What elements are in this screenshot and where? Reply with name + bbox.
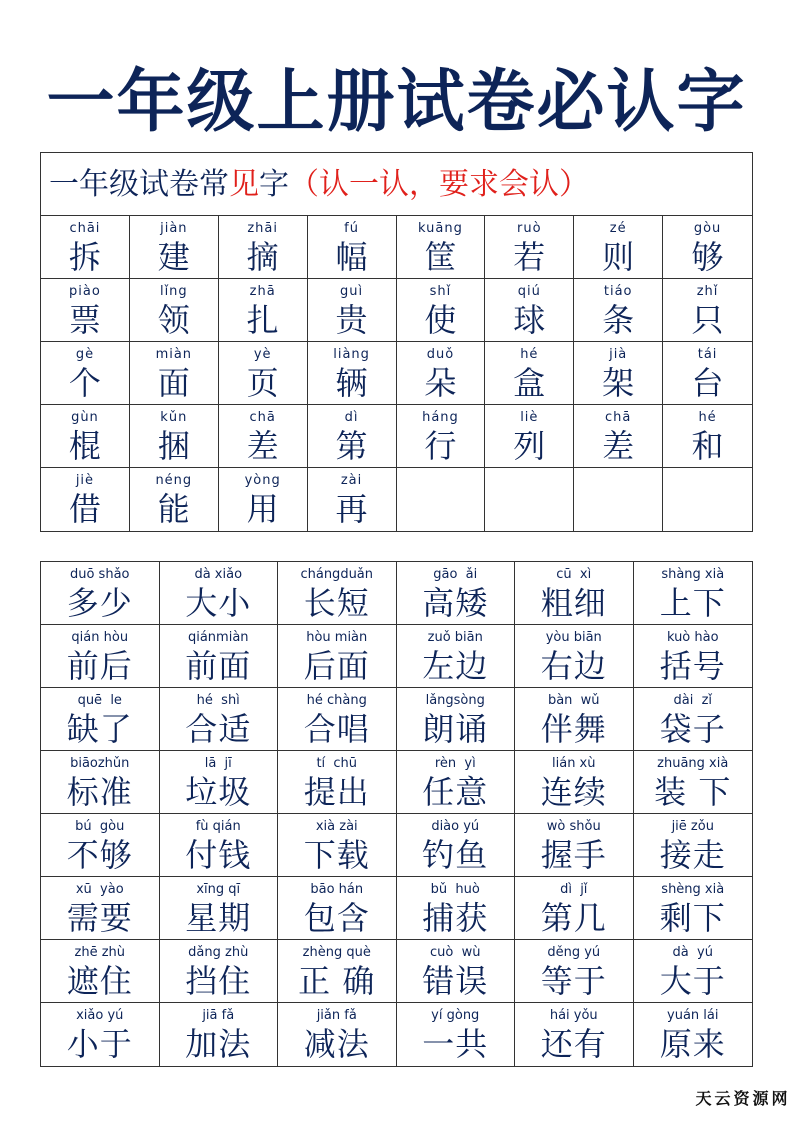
hanzi: 辆	[335, 364, 368, 402]
hanzi: 够	[691, 238, 724, 276]
pinyin: tái	[697, 347, 718, 362]
word-cell	[278, 751, 397, 814]
character-cell	[397, 279, 486, 342]
hanzi: 个	[68, 364, 101, 402]
word-cell	[515, 562, 634, 625]
character-cell	[308, 468, 397, 531]
hanzi: 若	[513, 238, 546, 276]
word-cell	[515, 688, 634, 751]
word: 第几	[540, 899, 607, 937]
word-cell	[41, 877, 160, 940]
word: 任意	[422, 773, 489, 811]
pinyin: chā	[605, 410, 632, 425]
word: 小于	[66, 1025, 133, 1063]
word-cell	[160, 562, 279, 625]
word-cell	[41, 1003, 160, 1066]
character-cell	[485, 468, 574, 531]
pinyin: hé	[698, 410, 717, 425]
word-cell	[160, 688, 279, 751]
word: 需要	[66, 899, 133, 937]
word: 括号	[659, 647, 726, 685]
character-cell	[41, 468, 130, 531]
word: 右边	[540, 647, 607, 685]
hanzi: 建	[157, 238, 190, 276]
word: 大于	[659, 962, 726, 1000]
character-cell	[130, 342, 219, 405]
word: 粗细	[540, 584, 607, 622]
pinyin: yuán lái	[667, 1008, 719, 1023]
hanzi: 第	[335, 427, 368, 465]
character-cell	[574, 279, 663, 342]
word: 下载	[303, 836, 370, 874]
word: 上下	[659, 584, 726, 622]
hanzi: 借	[68, 490, 101, 528]
word: 大小	[185, 584, 252, 622]
table-header	[41, 153, 752, 216]
page-title: 一年级上册试卷必认字	[46, 63, 747, 142]
character-cell	[397, 405, 486, 468]
pinyin: gòu	[693, 221, 722, 236]
character-cell	[219, 279, 308, 342]
header-instruction: （认一认，要求会认）	[289, 167, 589, 202]
hanzi: 使	[424, 301, 457, 339]
header-text-part1: 一年级试卷常	[49, 167, 229, 202]
pinyin	[663, 472, 752, 490]
character-cell	[397, 468, 486, 531]
pinyin: bāo hán	[310, 882, 364, 897]
character-cell	[130, 279, 219, 342]
word-cell	[634, 562, 753, 625]
hanzi: 棍	[68, 427, 101, 465]
watermark: 天云资源网	[695, 1089, 791, 1108]
character-cell	[308, 279, 397, 342]
pinyin: xīng qī	[196, 882, 241, 897]
word: 高矮	[422, 584, 489, 622]
hanzi: 台	[691, 364, 724, 402]
hanzi: 领	[157, 301, 190, 339]
character-cell	[130, 468, 219, 531]
hanzi: 则	[602, 238, 635, 276]
character-cell	[219, 216, 308, 279]
pinyin: bú gòu	[75, 819, 125, 834]
word-cell	[515, 940, 634, 1003]
pinyin: shèng xià	[661, 882, 725, 897]
pinyin: liè	[520, 410, 539, 425]
pinyin	[397, 472, 485, 490]
word-cell	[515, 1003, 634, 1066]
pinyin: lián xù	[552, 756, 596, 771]
pinyin: duō shǎo	[69, 567, 130, 582]
pinyin: dà yú	[672, 945, 713, 960]
word: 捕获	[422, 899, 489, 937]
pinyin: dì jǐ	[560, 882, 588, 897]
hanzi: 列	[513, 427, 546, 465]
pinyin: duǒ	[426, 347, 455, 362]
word-cell	[634, 877, 753, 940]
pinyin: piào	[69, 284, 101, 299]
character-cell	[663, 468, 752, 531]
hanzi: 球	[513, 301, 546, 339]
word: 挡住	[185, 962, 252, 1000]
common-characters-table	[40, 152, 753, 532]
pinyin	[485, 472, 573, 490]
pinyin: tiáo	[603, 284, 633, 299]
pinyin: tí chū	[316, 756, 358, 771]
word: 减法	[303, 1025, 370, 1063]
pinyin: zé	[609, 221, 627, 236]
hanzi: 能	[157, 490, 190, 528]
character-cell	[574, 216, 663, 279]
word: 缺了	[66, 710, 133, 748]
word-cell	[397, 625, 516, 688]
pinyin: guì	[340, 284, 364, 299]
character-cell	[485, 342, 574, 405]
pinyin: qiú	[517, 284, 541, 299]
word-cell	[515, 751, 634, 814]
hanzi: 用	[246, 490, 279, 528]
pinyin: jià	[609, 347, 628, 362]
word: 后面	[303, 647, 370, 685]
pinyin: néng	[155, 473, 193, 488]
pinyin: dì	[344, 410, 359, 425]
pinyin: jiā fǎ	[202, 1008, 235, 1023]
word: 不够	[66, 836, 133, 874]
pinyin: xiǎo yú	[76, 1008, 124, 1023]
character-cell	[485, 279, 574, 342]
word-cell	[278, 940, 397, 1003]
word-cell	[278, 562, 397, 625]
word: 长短	[303, 584, 370, 622]
pinyin: zhǐ	[696, 284, 719, 299]
pinyin: háng	[422, 410, 459, 425]
header-text-part3: 字	[259, 167, 289, 202]
hanzi: 条	[602, 301, 635, 339]
pinyin: dǎng zhù	[188, 945, 249, 960]
character-cell	[219, 342, 308, 405]
pinyin: lā jī	[204, 756, 232, 771]
word-cell	[515, 877, 634, 940]
word-pairs-table	[40, 561, 753, 1067]
pinyin: diào yú	[431, 819, 480, 834]
word: 提出	[303, 773, 370, 811]
character-cell	[130, 216, 219, 279]
word-cell	[397, 814, 516, 877]
character-cell	[663, 216, 752, 279]
word-cell	[160, 625, 279, 688]
word-cell	[278, 625, 397, 688]
character-cell	[308, 216, 397, 279]
pinyin: lǎngsòng	[425, 693, 485, 708]
character-cell	[663, 342, 752, 405]
word: 等于	[540, 962, 607, 1000]
word: 伴舞	[540, 710, 607, 748]
word: 星期	[185, 899, 252, 937]
character-cell	[663, 405, 752, 468]
word-cell	[278, 877, 397, 940]
hanzi: 只	[691, 301, 724, 339]
word-cell	[41, 751, 160, 814]
pinyin: qiánmiàn	[187, 630, 249, 645]
pinyin: jiàn	[160, 221, 188, 236]
word: 原来	[659, 1025, 726, 1063]
pinyin: fú	[344, 221, 359, 236]
hanzi: 筐	[424, 238, 457, 276]
word-cell	[278, 688, 397, 751]
word: 错误	[422, 962, 489, 1000]
pinyin: jiē zǒu	[671, 819, 714, 834]
word-cell	[160, 1003, 279, 1066]
character-cell	[485, 216, 574, 279]
word-cell	[41, 562, 160, 625]
word-cell	[397, 877, 516, 940]
pinyin: shàng xià	[661, 567, 725, 582]
pinyin: lǐng	[159, 284, 188, 299]
word: 多少	[66, 584, 133, 622]
word-cell	[397, 751, 516, 814]
pinyin: xià zài	[315, 819, 358, 834]
pinyin	[574, 472, 662, 490]
pinyin: zuǒ biān	[427, 630, 483, 645]
pinyin: ruò	[517, 221, 542, 236]
hanzi: 和	[691, 427, 724, 465]
hanzi: 差	[246, 427, 279, 465]
header-text-part2: 见	[229, 167, 259, 202]
pinyin: bàn wǔ	[547, 693, 600, 708]
character-cell	[41, 342, 130, 405]
hanzi: 行	[424, 427, 457, 465]
word-cell	[634, 940, 753, 1003]
hanzi: 票	[68, 301, 101, 339]
pinyin: gāo ǎi	[433, 567, 478, 582]
character-grid	[41, 216, 752, 531]
pinyin: chāi	[69, 221, 101, 236]
word-cell	[160, 814, 279, 877]
word-cell	[41, 688, 160, 751]
pinyin: zhèng què	[302, 945, 371, 960]
pinyin: kǔn	[160, 410, 188, 425]
pinyin: chángduǎn	[300, 567, 374, 582]
word-cell	[278, 814, 397, 877]
word: 遮住	[66, 962, 133, 1000]
pinyin: zhāi	[247, 221, 279, 236]
pinyin: yè	[253, 347, 272, 362]
word: 合唱	[303, 710, 370, 748]
character-cell	[485, 405, 574, 468]
character-cell	[41, 279, 130, 342]
character-cell	[663, 279, 752, 342]
word: 标准	[66, 773, 133, 811]
pinyin: yí gòng	[431, 1008, 480, 1023]
word-cell	[160, 751, 279, 814]
character-cell	[41, 216, 130, 279]
pinyin: zhuāng xià	[657, 756, 729, 771]
word-grid	[41, 562, 752, 1066]
word: 钓鱼	[422, 836, 489, 874]
hanzi: 差	[602, 427, 635, 465]
character-cell	[574, 468, 663, 531]
hanzi: 页	[246, 364, 279, 402]
pinyin: quē le	[77, 693, 122, 708]
word-cell	[160, 877, 279, 940]
word-cell	[634, 688, 753, 751]
pinyin: liàng	[333, 347, 370, 362]
pinyin: miàn	[155, 347, 193, 362]
pinyin: zhē zhù	[74, 945, 125, 960]
pinyin: bǔ huò	[430, 882, 480, 897]
pinyin: dài zǐ	[673, 693, 713, 708]
word-cell	[515, 814, 634, 877]
character-cell	[219, 405, 308, 468]
word: 包含	[303, 899, 370, 937]
word: 前面	[185, 647, 252, 685]
pinyin: yòng	[244, 473, 281, 488]
word: 合适	[185, 710, 252, 748]
word: 连续	[540, 773, 607, 811]
pinyin: hé shì	[196, 693, 240, 708]
word-cell	[397, 688, 516, 751]
character-cell	[397, 342, 486, 405]
pinyin: děng yú	[547, 945, 601, 960]
pinyin: gè	[75, 347, 95, 362]
word-cell	[634, 814, 753, 877]
pinyin: yòu biān	[545, 630, 602, 645]
character-cell	[574, 405, 663, 468]
pinyin: kuò hào	[666, 630, 719, 645]
character-cell	[397, 216, 486, 279]
word: 还有	[540, 1025, 607, 1063]
hanzi: 架	[602, 364, 635, 402]
word: 握手	[540, 836, 607, 874]
word: 袋子	[659, 710, 726, 748]
pinyin: hé	[520, 347, 539, 362]
pinyin: fù qián	[195, 819, 241, 834]
character-cell	[308, 342, 397, 405]
hanzi: 盒	[513, 364, 546, 402]
word-cell	[397, 940, 516, 1003]
character-cell	[308, 405, 397, 468]
character-cell	[41, 405, 130, 468]
word-cell	[41, 940, 160, 1003]
pinyin: rèn yì	[434, 756, 476, 771]
word: 左边	[422, 647, 489, 685]
word-cell	[397, 1003, 516, 1066]
word-cell	[160, 940, 279, 1003]
pinyin: chā	[249, 410, 276, 425]
hanzi: 扎	[246, 301, 279, 339]
word: 接走	[659, 836, 726, 874]
character-cell	[130, 405, 219, 468]
word-cell	[634, 1003, 753, 1066]
pinyin: cuò wù	[430, 945, 481, 960]
hanzi: 捆	[157, 427, 190, 465]
pinyin: dà xiǎo	[194, 567, 243, 582]
hanzi: 拆	[68, 238, 101, 276]
pinyin: hòu miàn	[306, 630, 368, 645]
pinyin: gùn	[71, 410, 99, 425]
pinyin: xū yào	[75, 882, 124, 897]
pinyin: qián hòu	[71, 630, 129, 645]
hanzi: 摘	[246, 238, 279, 276]
word: 装 下	[654, 773, 732, 811]
pinyin: shǐ	[429, 284, 452, 299]
pinyin: zhā	[249, 284, 276, 299]
pinyin: hái yǒu	[549, 1008, 598, 1023]
hanzi: 再	[335, 490, 368, 528]
hanzi: 面	[157, 364, 190, 402]
pinyin: wò shǒu	[546, 819, 601, 834]
word: 朗诵	[422, 710, 489, 748]
word-cell	[634, 625, 753, 688]
word: 付钱	[185, 836, 252, 874]
word: 垃圾	[185, 773, 252, 811]
word: 正 确	[298, 962, 376, 1000]
word-cell	[397, 562, 516, 625]
word: 一共	[422, 1025, 489, 1063]
pinyin: jiǎn fǎ	[316, 1008, 357, 1023]
word: 前后	[66, 647, 133, 685]
hanzi: 贵	[335, 301, 368, 339]
word-cell	[515, 625, 634, 688]
word-cell	[278, 1003, 397, 1066]
pinyin: cū xì	[556, 567, 592, 582]
word: 剩下	[659, 899, 726, 937]
word-cell	[634, 751, 753, 814]
pinyin: kuāng	[418, 221, 463, 236]
hanzi: 朵	[424, 364, 457, 402]
character-cell	[574, 342, 663, 405]
pinyin: hé chàng	[306, 693, 367, 708]
word: 加法	[185, 1025, 252, 1063]
pinyin: biāozhǔn	[70, 756, 130, 771]
word-cell	[41, 625, 160, 688]
character-cell	[219, 468, 308, 531]
pinyin: jiè	[75, 473, 95, 488]
word-cell	[41, 814, 160, 877]
hanzi: 幅	[335, 238, 368, 276]
pinyin: zài	[340, 473, 363, 488]
